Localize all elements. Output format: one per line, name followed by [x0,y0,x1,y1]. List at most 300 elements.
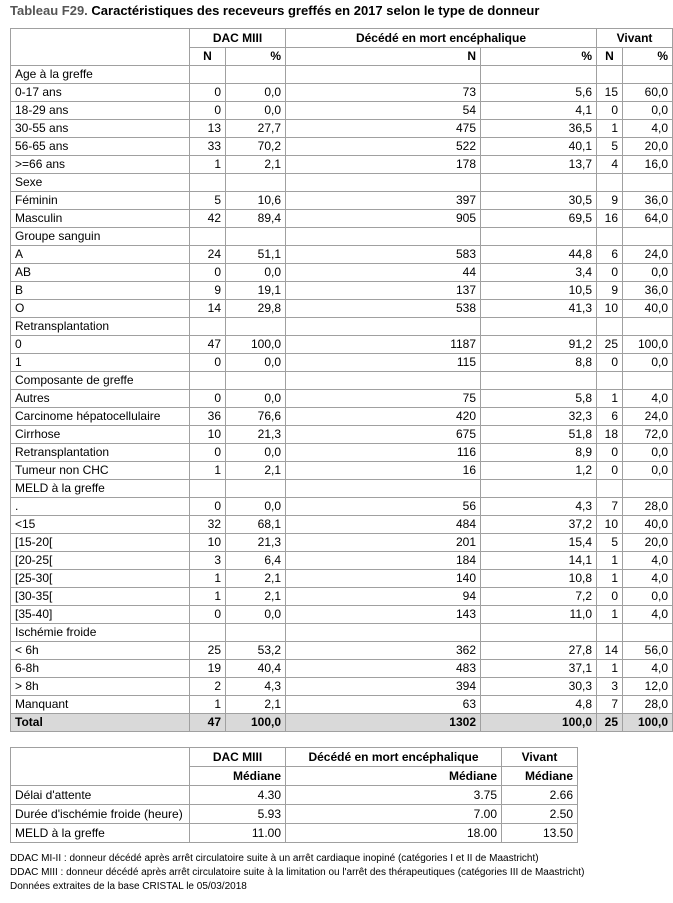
value-cell: 11,0 [481,606,597,624]
value-cell: 3,4 [481,264,597,282]
value-cell: 140 [286,570,481,588]
section-empty-cell [623,66,673,84]
row-label: [20-25[ [11,552,190,570]
section-empty-cell [286,228,481,246]
value-cell: 91,2 [481,336,597,354]
value-cell: 68,1 [226,516,286,534]
median-subheader-cell: Médiane [286,767,502,786]
value-cell: 70,2 [226,138,286,156]
value-cell: 0 [597,444,623,462]
table-row [11,588,673,606]
section-row [11,66,673,84]
value-cell: 9 [190,282,226,300]
value-cell: 10,8 [481,570,597,588]
value-cell: 1 [190,570,226,588]
section-empty-cell [597,174,623,192]
median-subheader-cell: Médiane [190,767,286,786]
value-cell: 2 [190,678,226,696]
value-cell: 5 [190,192,226,210]
table-row [11,156,673,174]
value-cell: 24,0 [623,408,673,426]
value-cell: 178 [286,156,481,174]
value-cell: 14,1 [481,552,597,570]
value-cell: 475 [286,120,481,138]
value-cell: 53,2 [226,642,286,660]
row-label: Retransplantation [11,444,190,462]
value-cell: 0,0 [226,84,286,102]
value-cell: 1 [597,390,623,408]
total-cell: 100,0 [481,714,597,732]
value-cell: 56 [286,498,481,516]
value-cell: 1 [597,570,623,588]
total-row [11,714,673,732]
value-cell: 72,0 [623,426,673,444]
value-cell: 0,0 [226,354,286,372]
value-cell: 63 [286,696,481,714]
section-empty-cell [190,318,226,336]
value-cell: 0,0 [226,264,286,282]
section-empty-cell [190,624,226,642]
section-empty-cell [597,228,623,246]
value-cell: 36 [190,408,226,426]
value-cell: 10 [597,300,623,318]
value-cell: 28,0 [623,498,673,516]
value-cell: 19 [190,660,226,678]
title-text: Caractéristiques des receveurs greffés en 2017 selon le type de donneur [91,3,540,18]
value-cell: 2,1 [226,588,286,606]
median-cell: 5.93 [190,805,286,824]
median-header-row-groups [11,748,578,767]
section-label: MELD à la greffe [11,480,190,498]
total-cell: 47 [190,714,226,732]
value-cell: 21,3 [226,534,286,552]
value-cell: 583 [286,246,481,264]
value-cell: 0,0 [623,444,673,462]
value-cell: 56,0 [623,642,673,660]
value-cell: 10 [597,516,623,534]
median-cell: 7.00 [286,805,502,824]
section-empty-cell [226,624,286,642]
value-cell: 2,1 [226,156,286,174]
value-cell: 36,0 [623,192,673,210]
value-cell: 100,0 [226,336,286,354]
row-label: 0 [11,336,190,354]
section-empty-cell [190,228,226,246]
median-row-label: MELD à la greffe [11,824,190,843]
value-cell: 3 [597,678,623,696]
value-cell: 0 [597,264,623,282]
value-cell: 30,5 [481,192,597,210]
value-cell: 1,2 [481,462,597,480]
value-cell: 201 [286,534,481,552]
value-cell: 25 [597,336,623,354]
section-label: Groupe sanguin [11,228,190,246]
value-cell: 75 [286,390,481,408]
value-cell: 25 [190,642,226,660]
median-header-group: Décédé en mort encéphalique [286,748,502,767]
section-empty-cell [226,228,286,246]
value-cell: 40,1 [481,138,597,156]
section-row [11,624,673,642]
value-cell: 40,0 [623,300,673,318]
section-label: Sexe [11,174,190,192]
row-label: Carcinome hépatocellulaire [11,408,190,426]
value-cell: 9 [597,282,623,300]
section-empty-cell [623,228,673,246]
value-cell: 0 [597,354,623,372]
table-row [11,246,673,264]
value-cell: 0,0 [226,102,286,120]
row-label: A [11,246,190,264]
value-cell: 89,4 [226,210,286,228]
value-cell: 4,0 [623,552,673,570]
total-cell: 100,0 [226,714,286,732]
value-cell: 2,1 [226,462,286,480]
value-cell: 0,0 [226,390,286,408]
value-cell: 40,4 [226,660,286,678]
value-cell: 484 [286,516,481,534]
value-cell: 2,1 [226,570,286,588]
row-label: [25-30[ [11,570,190,588]
section-empty-cell [597,480,623,498]
section-empty-cell [623,624,673,642]
table-row [11,210,673,228]
value-cell: 29,8 [226,300,286,318]
header-group: Décédé en mort encéphalique [286,29,597,48]
value-cell: 8,8 [481,354,597,372]
table-row [11,264,673,282]
value-cell: 0,0 [226,606,286,624]
section-empty-cell [286,624,481,642]
section-empty-cell [481,228,597,246]
value-cell: 37,1 [481,660,597,678]
header-group: Vivant [597,29,673,48]
value-cell: 36,5 [481,120,597,138]
row-label: [30-35[ [11,588,190,606]
value-cell: 16 [286,462,481,480]
section-empty-cell [286,174,481,192]
subheader-cell: % [226,48,286,66]
section-empty-cell [481,372,597,390]
row-label: 18-29 ans [11,102,190,120]
value-cell: 15,4 [481,534,597,552]
table-row [11,570,673,588]
value-cell: 0 [190,444,226,462]
value-cell: 94 [286,588,481,606]
median-cell: 2.50 [502,805,578,824]
value-cell: 9 [597,192,623,210]
value-cell: 76,6 [226,408,286,426]
total-cell: 100,0 [623,714,673,732]
value-cell: 4 [597,156,623,174]
row-label: 6-8h [11,660,190,678]
row-label: Tumeur non CHC [11,462,190,480]
value-cell: 16,0 [623,156,673,174]
section-empty-cell [623,372,673,390]
value-cell: 4,8 [481,696,597,714]
value-cell: 143 [286,606,481,624]
section-row [11,372,673,390]
value-cell: 420 [286,408,481,426]
row-label: AB [11,264,190,282]
header-group: DAC MIII [190,29,286,48]
value-cell: 1 [597,660,623,678]
table-row [11,390,673,408]
value-cell: 42 [190,210,226,228]
row-label: 1 [11,354,190,372]
table-row [11,552,673,570]
section-empty-cell [286,318,481,336]
median-cell: 3.75 [286,786,502,805]
section-empty-cell [190,372,226,390]
median-header-group: DAC MIII [190,748,286,767]
value-cell: 7,2 [481,588,597,606]
value-cell: 10 [190,426,226,444]
section-empty-cell [623,174,673,192]
section-empty-cell [226,318,286,336]
row-label: O [11,300,190,318]
value-cell: 4,3 [481,498,597,516]
table-row [11,282,673,300]
value-cell: 2,1 [226,696,286,714]
section-empty-cell [623,318,673,336]
value-cell: 184 [286,552,481,570]
value-cell: 115 [286,354,481,372]
table-title [10,3,539,18]
value-cell: 0 [597,588,623,606]
row-label: <15 [11,516,190,534]
section-empty-cell [597,318,623,336]
value-cell: 397 [286,192,481,210]
value-cell: 905 [286,210,481,228]
value-cell: 0,0 [226,498,286,516]
section-empty-cell [226,174,286,192]
table-row [11,534,673,552]
row-label: 0-17 ans [11,84,190,102]
section-empty-cell [226,372,286,390]
value-cell: 137 [286,282,481,300]
section-row [11,318,673,336]
median-cell: 18.00 [286,824,502,843]
median-cell: 4.30 [190,786,286,805]
section-label: Ischémie froide [11,624,190,642]
value-cell: 538 [286,300,481,318]
value-cell: 0 [597,462,623,480]
value-cell: 4,1 [481,102,597,120]
subheader-cell: % [623,48,673,66]
value-cell: 0 [190,498,226,516]
median-cell: 2.66 [502,786,578,805]
value-cell: 483 [286,660,481,678]
value-cell: 33 [190,138,226,156]
section-empty-cell [190,174,226,192]
total-cell: 25 [597,714,623,732]
section-empty-cell [481,480,597,498]
table-row [11,192,673,210]
value-cell: 15 [597,84,623,102]
value-cell: 1 [597,552,623,570]
value-cell: 27,7 [226,120,286,138]
value-cell: 4,0 [623,120,673,138]
median-row [11,786,578,805]
table-row [11,84,673,102]
value-cell: 0 [190,84,226,102]
value-cell: 0 [190,606,226,624]
value-cell: 20,0 [623,534,673,552]
value-cell: 12,0 [623,678,673,696]
value-cell: 0,0 [226,444,286,462]
median-row [11,824,578,843]
value-cell: 47 [190,336,226,354]
row-label: > 8h [11,678,190,696]
value-cell: 362 [286,642,481,660]
value-cell: 675 [286,426,481,444]
section-empty-cell [481,66,597,84]
title-label: Tableau F29. [10,3,88,18]
section-empty-cell [597,66,623,84]
value-cell: 0 [597,102,623,120]
median-row-label: Délai d'attente [11,786,190,805]
value-cell: 32 [190,516,226,534]
value-cell: 14 [597,642,623,660]
value-cell: 4,0 [623,390,673,408]
subheader-cell: N [190,48,226,66]
table-row [11,138,673,156]
value-cell: 14 [190,300,226,318]
table-row [11,678,673,696]
section-empty-cell [226,66,286,84]
value-cell: 30,3 [481,678,597,696]
value-cell: 64,0 [623,210,673,228]
section-label: Age à la greffe [11,66,190,84]
subheader-cell: N [597,48,623,66]
value-cell: 7 [597,498,623,516]
value-cell: 3 [190,552,226,570]
value-cell: 5 [597,138,623,156]
value-cell: 41,3 [481,300,597,318]
value-cell: 27,8 [481,642,597,660]
table-row [11,516,673,534]
value-cell: 1 [190,588,226,606]
value-cell: 16 [597,210,623,228]
section-empty-cell [481,318,597,336]
footnotes [10,852,584,894]
row-label: 30-55 ans [11,120,190,138]
value-cell: 4,0 [623,660,673,678]
table-row [11,696,673,714]
row-label: Masculin [11,210,190,228]
median-row [11,805,578,824]
section-empty-cell [226,480,286,498]
total-cell: 1302 [286,714,481,732]
section-empty-cell [597,624,623,642]
header-row-groups [11,29,673,48]
value-cell: 54 [286,102,481,120]
value-cell: 522 [286,138,481,156]
value-cell: 20,0 [623,138,673,156]
total-label: Total [11,714,190,732]
value-cell: 1 [597,606,623,624]
value-cell: 1 [190,156,226,174]
value-cell: 44 [286,264,481,282]
row-label: Cirrhose [11,426,190,444]
section-empty-cell [597,372,623,390]
row-label: >=66 ans [11,156,190,174]
table-row [11,660,673,678]
subheader-cell: % [481,48,597,66]
section-empty-cell [481,174,597,192]
value-cell: 40,0 [623,516,673,534]
section-empty-cell [190,66,226,84]
table-row [11,354,673,372]
value-cell: 32,3 [481,408,597,426]
value-cell: 21,3 [226,426,286,444]
footnote: DDAC MIII : donneur décédé après arrêt circulatoire suite à la limitation ou l'arrêt des thérapeutiques (catégories III de Maastricht) [10,867,585,878]
value-cell: 0,0 [623,462,673,480]
value-cell: 60,0 [623,84,673,102]
median-row-label: Durée d'ischémie froide (heure) [11,805,190,824]
value-cell: 51,1 [226,246,286,264]
row-label: Manquant [11,696,190,714]
value-cell: 100,0 [623,336,673,354]
median-table [10,747,578,843]
value-cell: 13,7 [481,156,597,174]
value-cell: 0,0 [623,588,673,606]
row-label: 56-65 ans [11,138,190,156]
row-label: < 6h [11,642,190,660]
value-cell: 4,0 [623,606,673,624]
value-cell: 18 [597,426,623,444]
value-cell: 4,3 [226,678,286,696]
section-row [11,480,673,498]
section-empty-cell [286,480,481,498]
value-cell: 19,1 [226,282,286,300]
value-cell: 0,0 [623,102,673,120]
value-cell: 1 [190,462,226,480]
table-row [11,606,673,624]
table-row [11,336,673,354]
value-cell: 0 [190,354,226,372]
value-cell: 7 [597,696,623,714]
section-label: Retransplantation [11,318,190,336]
value-cell: 0,0 [623,354,673,372]
value-cell: 6 [597,246,623,264]
value-cell: 116 [286,444,481,462]
row-label: [35-40] [11,606,190,624]
value-cell: 36,0 [623,282,673,300]
value-cell: 0 [190,102,226,120]
value-cell: 10,6 [226,192,286,210]
value-cell: 5,8 [481,390,597,408]
table-row [11,462,673,480]
value-cell: 394 [286,678,481,696]
median-cell: 13.50 [502,824,578,843]
median-cell: 11.00 [190,824,286,843]
median-header-empty-cell [11,748,190,786]
section-empty-cell [481,624,597,642]
section-row [11,228,673,246]
table-row [11,642,673,660]
table-row [11,426,673,444]
table-row [11,498,673,516]
section-empty-cell [286,372,481,390]
value-cell: 1187 [286,336,481,354]
value-cell: 10,5 [481,282,597,300]
value-cell: 8,9 [481,444,597,462]
section-empty-cell [190,480,226,498]
row-label: Autres [11,390,190,408]
table-row [11,120,673,138]
